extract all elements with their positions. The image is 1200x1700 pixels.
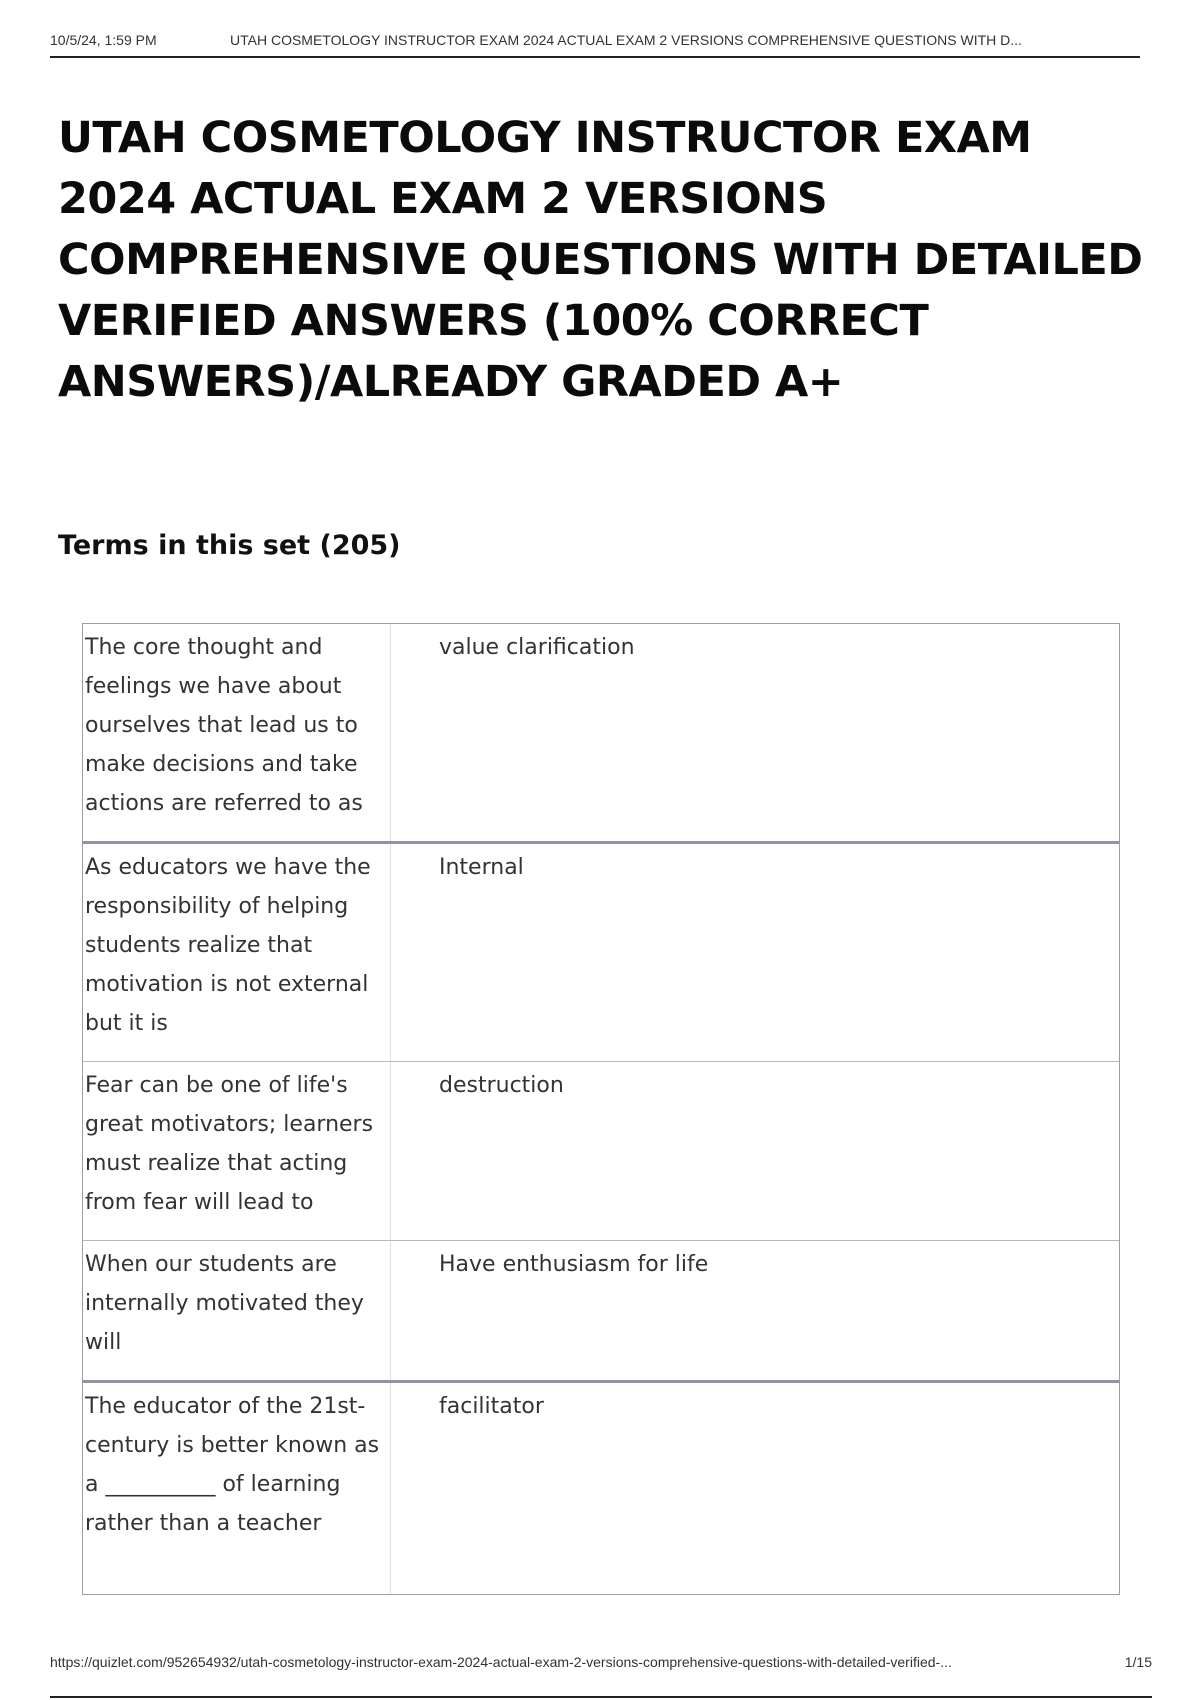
term-question: The core thought and feelings we have about ourselves that lead us to make decisions and take actions are referred to as [83,624,391,841]
page-url: https://quizlet.com/952654932/utah-cosmetology-instructor-exam-2024-actual-exam-2-versions-comprehensive-questions-with-detailed-verified-... [50,1654,952,1670]
terms-table [82,623,1120,1595]
term-question: As educators we have the responsibility of helping students realize that motivation is not external but it is [83,844,391,1061]
term-answer: facilitator [439,1394,544,1419]
print-footer [50,1648,1152,1698]
term-row [83,1380,1119,1594]
page-number: 1/15 [1124,1654,1152,1670]
term-answer: value clarification [439,635,635,660]
term-row [83,1240,1119,1380]
term-row [83,841,1119,1061]
print-date: 10/5/24, 1:59 PM [50,32,157,48]
terms-heading: Terms in this set (205) [58,530,401,561]
term-question: The educator of the 21st-century is better known as a __________ of learning rather than a teacher [83,1383,391,1594]
term-answer: Internal [439,855,524,880]
term-answer: destruction [439,1073,564,1098]
print-header-title: UTAH COSMETOLOGY INSTRUCTOR EXAM 2024 ACTUAL EXAM 2 VERSIONS COMPREHENSIVE QUESTIONS WITH D... [230,32,1022,48]
print-header [50,28,1140,58]
term-question: When our students are internally motivated they will [83,1241,391,1380]
term-row [83,624,1119,841]
term-answer: Have enthusiasm for life [439,1252,709,1277]
term-row [83,1061,1119,1240]
term-question: Fear can be one of life's great motivators; learners must realize that acting from fear will lead to [83,1062,391,1240]
document-title: UTAH COSMETOLOGY INSTRUCTOR EXAM 2024 ACTUAL EXAM 2 VERSIONS COMPREHENSIVE QUESTIONS WITH DETAILED VERIFIED ANSWERS (100% CORRECT ANSWERS)/ALREADY GRADED A+ [58,113,1143,407]
